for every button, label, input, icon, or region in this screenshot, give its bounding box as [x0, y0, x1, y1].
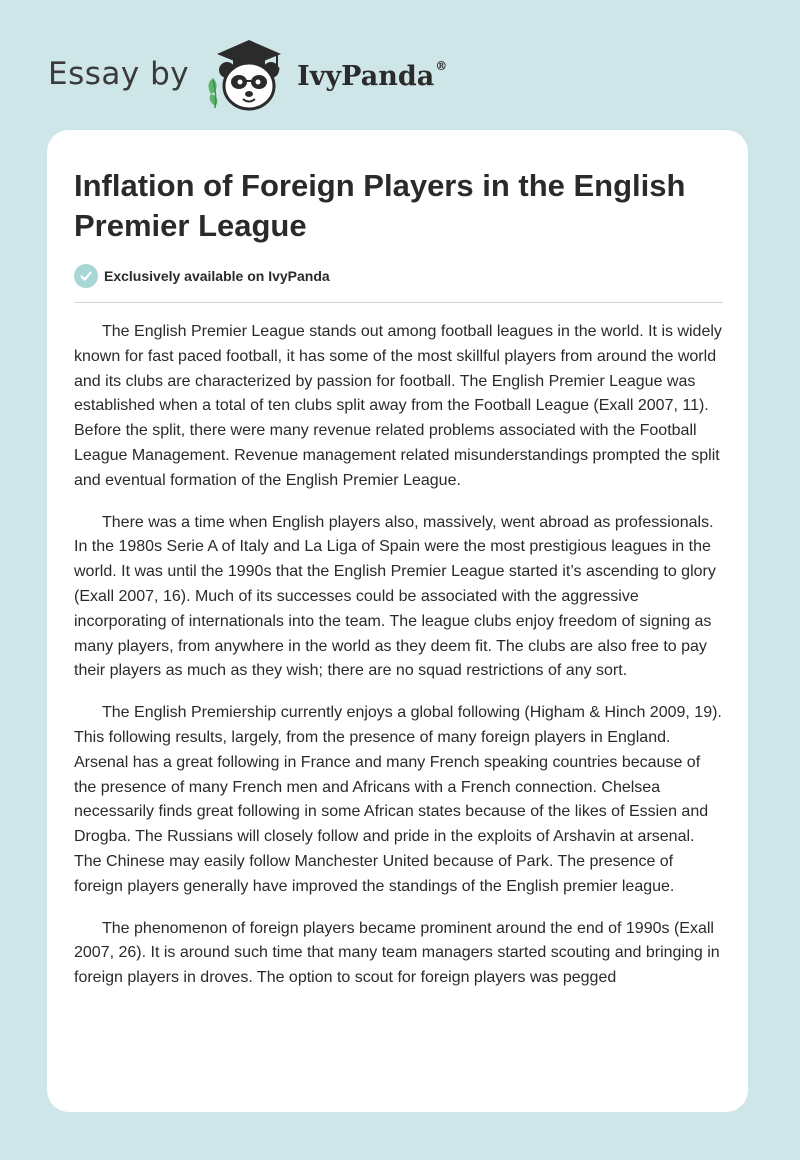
ivypanda-logo[interactable]: [203, 34, 447, 114]
exclusive-badge-label: Exclusively available on IvyPanda: [104, 268, 330, 284]
page-title: Inflation of Foreign Players in the English Premier League: [74, 168, 686, 243]
paragraph: The English Premier League stands out among football leagues in the world. It is widely known for fast paced football, it has some of the most skillful players from around the world and its clubs are characterized by passion for football. The English Premier League was established when a total of ten clubs split away from the Football League (Exall 2007, 11). Before the split, there were many revenue related problems associated with the Football League Management. Revenue management related misunderstandings prompted the split and eventual formation of the English Premier League.: [74, 323, 722, 489]
exclusive-badge: [74, 264, 330, 288]
paragraph: There was a time when English players also, massively, went abroad as professionals. In the 1980s Serie A of Italy and La Liga of Spain were the most prestigious leagues in the world. It was until the 1990s that the English Premier League started it’s ascending to glory (Exall 2007, 16). Much of its successes could be associated with the aggressive incorporating of internationals into the team. The league clubs enjoy freedom of signing as many players, from anywhere in the world as they deem fit. The clubs are also free to pay their players as much as they wish; there are no squad restrictions of any sort.: [74, 513, 716, 680]
checkmark-icon: [74, 264, 98, 288]
paragraph: The phenomenon of foreign players became prominent around the end of 1990s (Exall 2007, 26). It is around such time that many team managers started scouting and bringing in foreign players in droves. The option to scout for foreign players was pegged: [74, 919, 720, 987]
essay-by-label: Essay by: [48, 56, 190, 92]
divider: [74, 302, 723, 303]
essay-card: [47, 130, 748, 1112]
registered-mark: ®: [435, 58, 448, 73]
site-header: [48, 34, 447, 114]
panda-graduate-logo-icon: [203, 34, 295, 114]
brand-name: IvyPanda®: [297, 58, 448, 92]
paragraph: The English Premiership currently enjoys a global following (Higham & Hinch 2009, 19). This following results, largely, from the presence of many foreign players in England. Arsenal has a great following in France and many French speaking countries because of the presence of many French men and Africans with a French connection. Chelsea necessarily finds great following in some African states because of the likes of Essien and Drogba. The Russians will closely follow and pride in the exploits of Arshavin at arsenal. The Chinese may easily follow Manchester United because of Park. The presence of foreign players generally have improved the standings of the English premier league.: [74, 704, 722, 895]
essay-body: [74, 320, 726, 1008]
